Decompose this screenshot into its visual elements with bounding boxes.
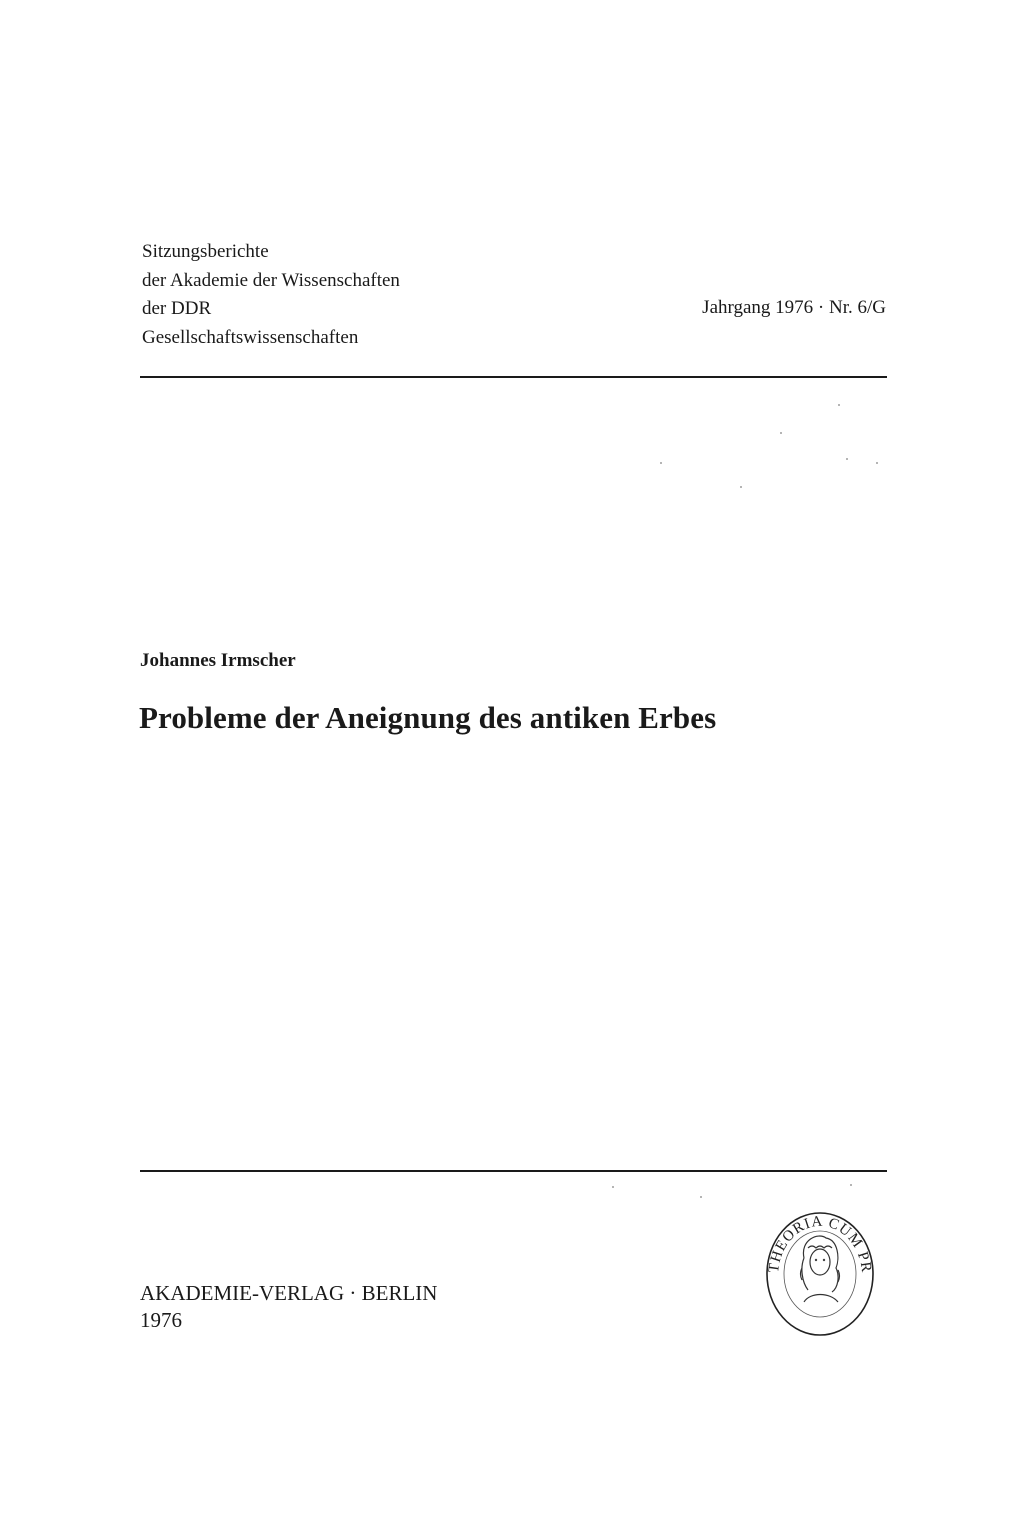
book-title: Probleme der Aneignung des antiken Erbes xyxy=(139,700,717,735)
series-line-3: der DDR xyxy=(142,298,212,319)
top-rule xyxy=(140,376,887,378)
publisher-name: AKADEMIE-VERLAG · BERLIN xyxy=(140,1281,438,1305)
print-speck xyxy=(846,458,848,460)
publication-year: 1976 xyxy=(140,1308,182,1332)
publisher-block xyxy=(140,1280,437,1334)
leibniz-portrait-seal-icon xyxy=(764,1210,876,1338)
svg-text:THEORIA CUM PRAXI: THEORIA CUM PR xyxy=(765,1213,875,1274)
print-speck xyxy=(838,404,840,406)
print-speck xyxy=(780,432,782,434)
print-speck xyxy=(740,486,742,488)
series-line-4: Gesellschaftswissenschaften xyxy=(142,326,359,348)
series-line-1: Sitzungsberichte xyxy=(142,241,269,262)
print-speck xyxy=(850,1184,852,1186)
print-speck xyxy=(660,462,662,464)
print-speck xyxy=(612,1186,614,1188)
series-line-2: der Akademie der Wissenschaften xyxy=(142,269,400,291)
print-speck xyxy=(876,462,878,464)
print-speck xyxy=(700,1196,702,1198)
series-block xyxy=(142,238,400,352)
author-name: Johannes Irmscher xyxy=(140,650,296,671)
volume-number: Jahrgang 1976 · Nr. 6/G xyxy=(702,297,886,318)
bottom-rule xyxy=(140,1170,887,1172)
